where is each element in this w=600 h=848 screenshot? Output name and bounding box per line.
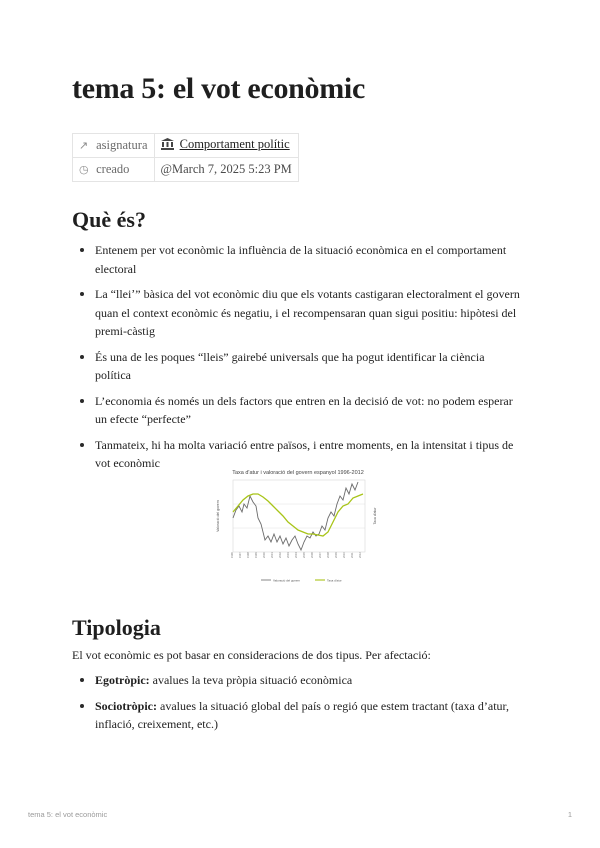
y-axis-right-label: Taxa d'atur [373,507,377,525]
svg-text:2009: 2009 [335,552,338,558]
svg-text:2000: 2000 [263,552,266,558]
list-item: La “lleiʼ” bàsica del vot econòmic diu que els votants castigaran electoralment el govern quan el context econòmic és negatiu, i el recompensaran quan sigui positiu: hipòtesi del premi-càstig [72,285,522,341]
tipologia-intro: El vot econòmic es pot basar en consideracions de dos tipus. Per afectació: [72,648,431,662]
svg-text:2012: 2012 [359,552,362,558]
svg-text:2003: 2003 [287,552,290,558]
arrow-up-right-icon: ↗ [79,140,89,152]
bullet-list-que-es [72,241,522,480]
property-row-asignatura [73,134,299,158]
property-key: ◷ creado [73,158,155,182]
subject-link[interactable]: Comportament polític [179,137,290,151]
section-heading-que-es: Què és? [72,207,146,232]
legend-unemployment: Taxa d'atur [327,578,342,583]
svg-text:2010: 2010 [343,552,346,558]
page-title: tema 5: el vot econòmic [72,72,365,105]
svg-text:1996: 1996 [231,552,234,558]
list-item: Entenem per vot econòmic la influència de la situació econòmica en el comportament electoral [72,241,522,278]
footer-title: tema 5: el vot econòmic [28,810,108,819]
property-row-creado [73,158,299,182]
bullet-list-tipologia [72,671,522,741]
svg-text:2008: 2008 [327,552,330,558]
chart-image [213,466,383,586]
clock-icon: ◷ [79,164,89,176]
svg-text:2005: 2005 [303,552,306,558]
property-value[interactable] [154,134,298,158]
legend-govt: Valoració del govern [273,578,301,583]
list-item: Egotròpic: avalues la teva pròpia situació econòmica [72,671,522,690]
section-heading-tipologia: Tipologia [72,615,161,640]
svg-text:2004: 2004 [295,552,298,558]
svg-text:2001: 2001 [271,552,274,558]
svg-text:1999: 1999 [255,552,258,558]
list-item: L’economia és només un dels factors que entren en la decisió de vot: no podem esperar un efecte “perfecte” [72,392,522,429]
property-value: @March 7, 2025 5:23 PM [154,158,298,182]
svg-text:1998: 1998 [247,552,250,558]
list-item: Tanmateix, hi ha molta variació entre països, i entre moments, en la intensitat i tipus de vot econòmic [72,436,522,473]
properties-table [72,133,299,182]
property-key: ↗ asignatura [73,134,155,158]
chart-figure [213,466,383,586]
svg-text:2006: 2006 [311,552,314,558]
svg-text:2011: 2011 [351,552,354,558]
list-item: Sociotròpic: avalues la situació global del país o regió que estem tractant (taxa d’atur, inflació, creixement, etc.) [72,697,522,734]
y-axis-left-label: Valoració del govern [216,500,220,532]
svg-text:2007: 2007 [319,552,322,558]
svg-text:2002: 2002 [279,552,282,558]
page-number: 1 [567,810,572,819]
list-item: És una de les poques “lleis” gairebé universals que ha pogut identificar la ciència política [72,348,522,385]
svg-text:1997: 1997 [239,552,242,558]
chart-title: Taxa d'atur i valoració del govern espanyol 1996-2012 [232,470,364,476]
bank-icon [161,138,177,154]
